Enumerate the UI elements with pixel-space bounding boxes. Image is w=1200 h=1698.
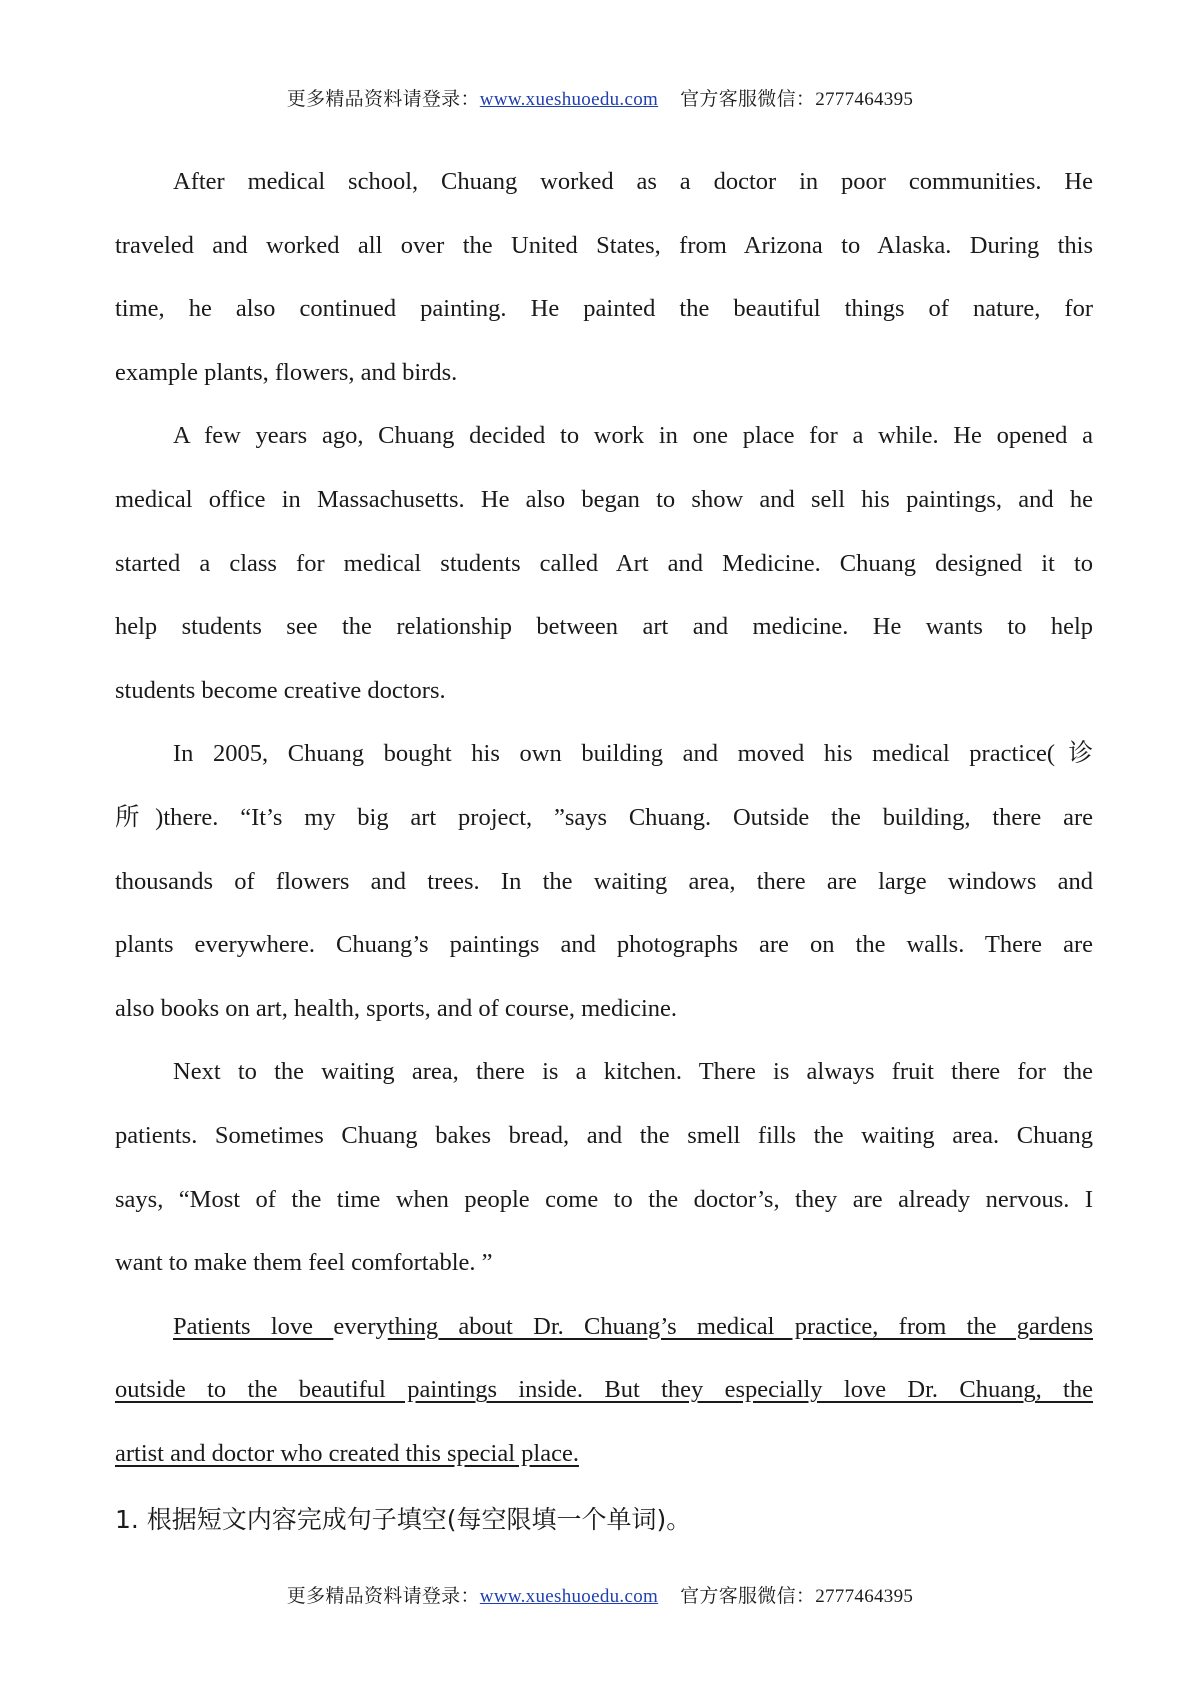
paragraph-line: also books on art, health, sports, and of course, medicine. — [115, 994, 678, 1022]
header-wechat-service: 官方客服微信：2777464395 — [680, 89, 914, 110]
article-paragraph — [115, 722, 1093, 1040]
paragraph-line: example plants, flowers, and birds. — [115, 358, 458, 386]
paragraph-line: plants everywhere. Chuang’s paintings and photographs are on the walls. There are — [115, 931, 1093, 959]
article-paragraph — [115, 404, 1093, 722]
paragraph-line: Next to the waiting area, there is a kitchen. There is always fruit there for the — [173, 1058, 1093, 1086]
question-instruction: 1. 根据短文内容完成句子填空(每空限填一个单词)。 — [115, 1505, 692, 1534]
underlined-paragraph — [115, 1295, 1093, 1486]
paragraph-line: time, he also continued painting. He painted the beautiful things of nature, for — [115, 295, 1093, 323]
paragraph-line: A few years ago, Chuang decided to work in one place for a while. He opened a — [173, 422, 1093, 450]
footer-wechat-service: 官方客服微信：2777464395 — [680, 1586, 914, 1607]
paragraph-line — [115, 1295, 1093, 1359]
paragraph-line: medical office in Massachusetts. He also began to show and sell his paintings, and he — [115, 485, 1093, 513]
plain-text: every — [333, 1312, 388, 1340]
paragraph-line — [115, 1358, 1093, 1422]
page-header — [0, 88, 1200, 112]
article-paragraph — [115, 1040, 1093, 1294]
paragraph-line: 所)there. “It’s my big art project, ”says Chuang. Outside the building, there are — [115, 803, 1093, 831]
underlined-text: outside to the beautiful paintings inside. But they especially love Dr. Chuang, the — [115, 1376, 1093, 1404]
article-body — [115, 150, 1093, 1485]
paragraph-line — [115, 1422, 1093, 1486]
paragraph-line: traveled and worked all over the United States, from Arizona to Alaska. During this — [115, 231, 1093, 259]
paragraph-line: thousands of flowers and trees. In the waiting area, there are large windows and — [115, 867, 1093, 895]
paragraph-line: students become creative doctors. — [115, 676, 446, 704]
paragraph-line: want to make them feel comfortable. ” — [115, 1249, 493, 1277]
paragraph-line: help students see the relationship between art and medicine. He wants to help — [115, 613, 1093, 641]
paragraph-line: After medical school, Chuang worked as a doctor in poor communities. He — [173, 168, 1093, 195]
underlined-text: Patients love — [173, 1312, 334, 1340]
header-website-link[interactable]: www.xueshuoedu.com — [479, 89, 659, 110]
article-paragraph — [115, 150, 1093, 404]
footer-website-link[interactable]: www.xueshuoedu.com — [479, 1586, 659, 1607]
underlined-text: thing about Dr. Chuang’s medical practice, from the gardens — [387, 1312, 1093, 1340]
paragraph-line: says, “Most of the time when people come to the doctor’s, they are already nervous. I — [115, 1185, 1093, 1213]
footer-promo-text: 更多精品资料请登录： — [286, 1586, 480, 1607]
paragraph-line: started a class for medical students called Art and Medicine. Chuang designed it to — [115, 549, 1093, 577]
page-footer — [0, 1585, 1200, 1609]
paragraph-line: patients. Sometimes Chuang bakes bread, and the smell fills the waiting area. Chuang — [115, 1121, 1093, 1149]
paragraph-line: In 2005, Chuang bought his own building and moved his medical practice(诊 — [173, 740, 1093, 768]
header-promo-text: 更多精品资料请登录： — [286, 89, 480, 110]
underlined-text: artist and doctor who created this special place. — [115, 1439, 579, 1467]
